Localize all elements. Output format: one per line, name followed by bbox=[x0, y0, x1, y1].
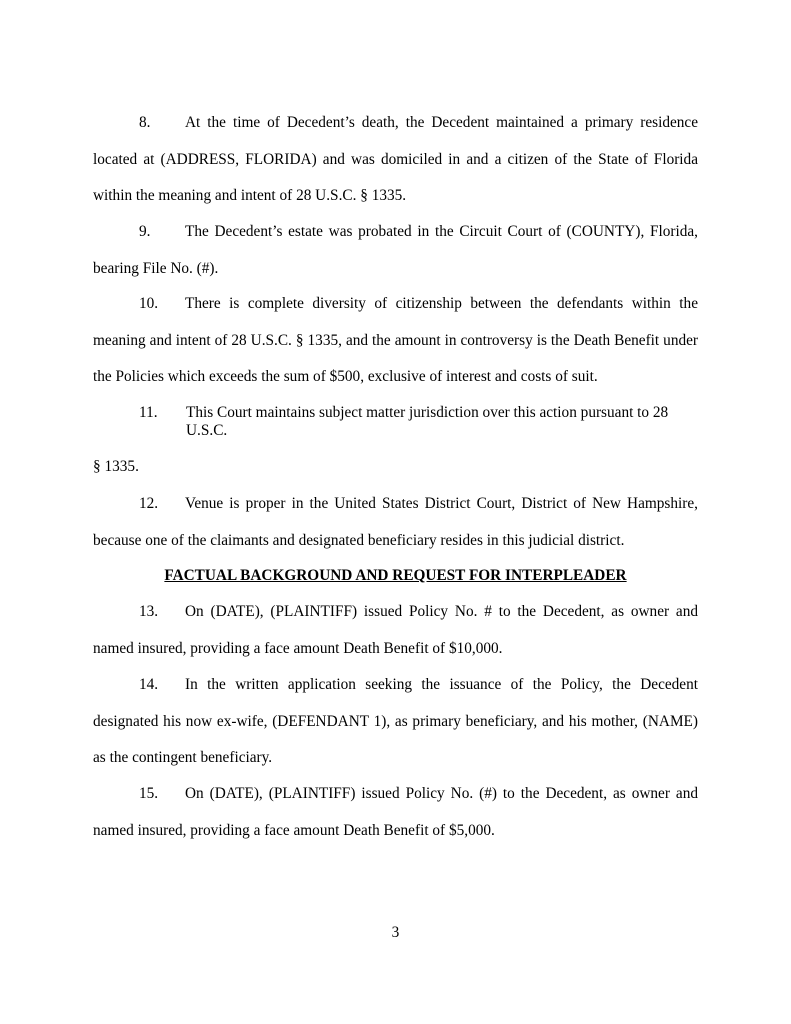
paragraph-text: There is complete diversity of citizenship between the defendants within the meaning and intent of 28 U.S.C. § 1335, and the amount in controversy is the Death Benefit under the Policies which exceeds the sum of $500, exclusive of interest and costs of suit. bbox=[93, 295, 698, 385]
paragraph-number: 13. bbox=[139, 603, 159, 620]
paragraph-text: In the written application seeking the issuance of the Policy, the Decedent designated his now ex-wife, (DEFENDANT 1), as primary beneficiary, and his mother, (NAME) as the contingent beneficiary. bbox=[93, 676, 698, 766]
paragraph-14 bbox=[93, 667, 698, 777]
paragraph-text: The Decedent’s estate was probated in the Circuit Court of (COUNTY), Florida, bearing File No. (#). bbox=[93, 223, 698, 277]
section-heading: FACTUAL BACKGROUND AND REQUEST FOR INTERPLEADER bbox=[164, 567, 627, 584]
paragraph-number: 12. bbox=[139, 495, 159, 512]
paragraph-8 bbox=[93, 105, 698, 215]
paragraph-number: 9. bbox=[139, 223, 151, 240]
paragraph-11 bbox=[139, 404, 699, 440]
paragraph-13 bbox=[93, 594, 698, 667]
page-number: 3 bbox=[391, 924, 400, 941]
paragraph-9 bbox=[93, 214, 698, 287]
paragraph-number: 10. bbox=[139, 295, 159, 312]
paragraph-text: On (DATE), (PLAINTIFF) issued Policy No. # to the Decedent, as owner and named insured, providing a face amount Death Benefit of $10,000. bbox=[93, 603, 698, 657]
paragraph-11-continuation: § 1335. bbox=[93, 458, 139, 475]
paragraph-text: On (DATE), (PLAINTIFF) issued Policy No. (#) to the Decedent, as owner and named insured, providing a face amount Death Benefit of $5,000. bbox=[93, 785, 698, 839]
paragraph-12 bbox=[93, 486, 698, 559]
paragraph-text: This Court maintains subject matter jurisdiction over this action pursuant to 28 U.S.C. bbox=[186, 404, 669, 439]
paragraph-text: At the time of Decedent’s death, the Decedent maintained a primary residence located at (ADDRESS, FLORIDA) and was domiciled in and a citizen of the State of Florida within the meaning and intent of 28 U.S.C. § 1335. bbox=[93, 114, 698, 204]
paragraph-number: 14. bbox=[139, 676, 159, 693]
paragraph-number: 11. bbox=[139, 404, 158, 421]
paragraph-number: 15. bbox=[139, 785, 159, 802]
paragraph-15 bbox=[93, 776, 698, 849]
paragraph-number: 8. bbox=[139, 114, 151, 131]
paragraph-text: Venue is proper in the United States District Court, District of New Hampshire, because one of the claimants and designated beneficiary resides in this judicial district. bbox=[93, 495, 698, 549]
paragraph-10 bbox=[93, 286, 698, 396]
